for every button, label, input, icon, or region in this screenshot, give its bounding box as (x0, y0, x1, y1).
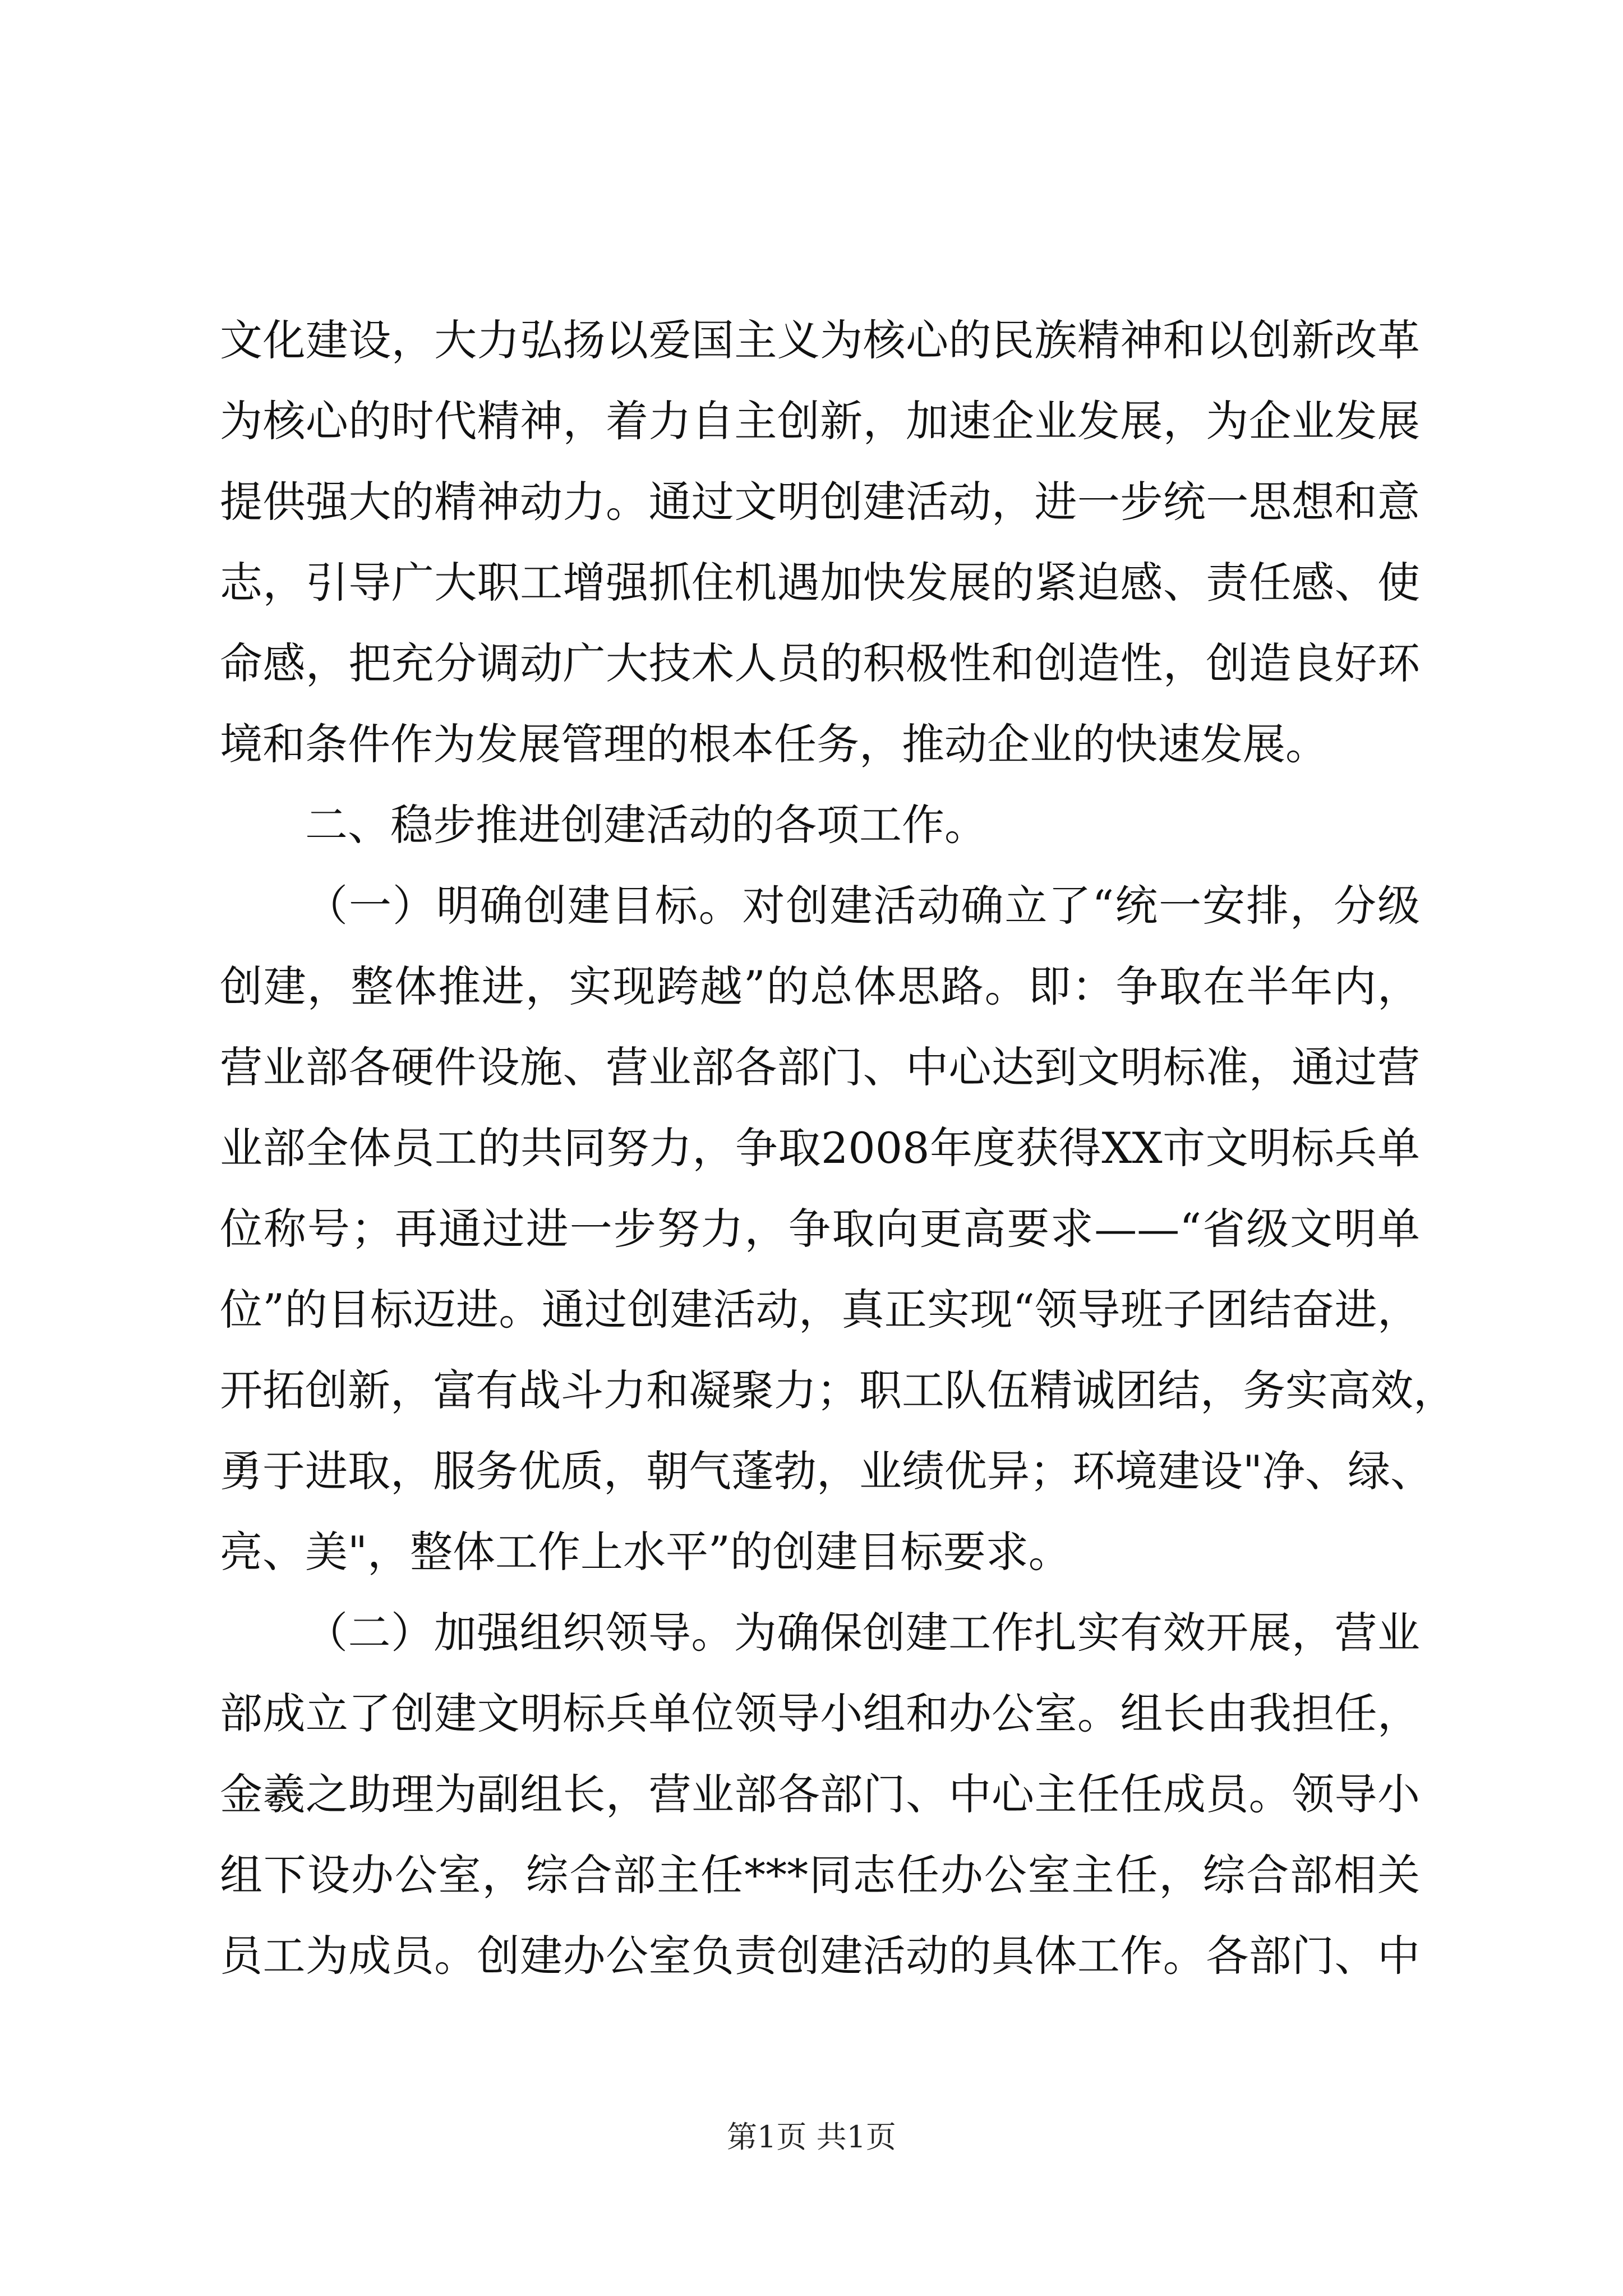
text-line: 金羲之助理为副组长，营业部各部门、中心主任任成员。领导小 (220, 1769, 1420, 1819)
text-line: 员工为成员。创建办公室负责创建活动的具体工作。各部门、中 (220, 1931, 1420, 1981)
text-line: （一）明确创建目标。对创建活动确立了“统一安排，分级 (305, 881, 1420, 931)
text-line: 亮、美"，整体工作上水平”的创建目标要求。 (220, 1527, 1071, 1577)
text-line: （二）加强组织领导。为确保创建工作扎实有效开展，营业 (305, 1608, 1420, 1658)
text-line: 为核心的时代精神，着力自主创新，加速企业发展，为企业发展 (220, 396, 1420, 446)
text-line: 业部全体员工的共同努力，争取2008年度获得XX市文明标兵单 (220, 1123, 1420, 1173)
text-line: 开拓创新，富有战斗力和凝聚力；职工队伍精诚团结，务实高效， (220, 1365, 1456, 1415)
text-line: 境和条件作为发展管理的根本任务，推动企业的快速发展。 (220, 719, 1328, 769)
document-body (220, 300, 1456, 1996)
text-line: 位”的目标迈进。通过创建活动，真正实现“领导班子团结奋进， (220, 1285, 1420, 1335)
text-line: 创建，整体推进，实现跨越”的总体思路。即：争取在半年内， (220, 961, 1420, 1011)
text-line: 营业部各硬件设施、营业部各部门、中心达到文明标准，通过营 (220, 1042, 1420, 1092)
text-line: 命感，把充分调动广大技术人员的积极性和创造性，创造良好环 (220, 638, 1420, 688)
page-footer: 第1页 共1页 (727, 2119, 896, 2155)
text-line: 组下设办公室，综合部主任***同志任办公室主任，综合部相关 (220, 1850, 1420, 1900)
text-line: 部成立了创建文明标兵单位领导小组和办公室。组长由我担任， (220, 1688, 1420, 1738)
text-line: 勇于进取，服务优质，朝气蓬勃，业绩优异；环境建设"净、绿、 (220, 1446, 1433, 1496)
text-line: 提供强大的精神动力。通过文明创建活动，进一步统一思想和意 (220, 477, 1420, 527)
text-line: 位称号；再通过进一步努力，争取向更高要求——“省级文明单 (220, 1204, 1420, 1254)
text-line: 志，引导广大职工增强抓住机遇加快发展的紧迫感、责任感、使 (220, 558, 1420, 608)
text-line: 文化建设，大力弘扬以爱国主义为核心的民族精神和以创新改革 (220, 315, 1420, 365)
text-line: 二、稳步推进创建活动的各项工作。 (305, 800, 987, 850)
